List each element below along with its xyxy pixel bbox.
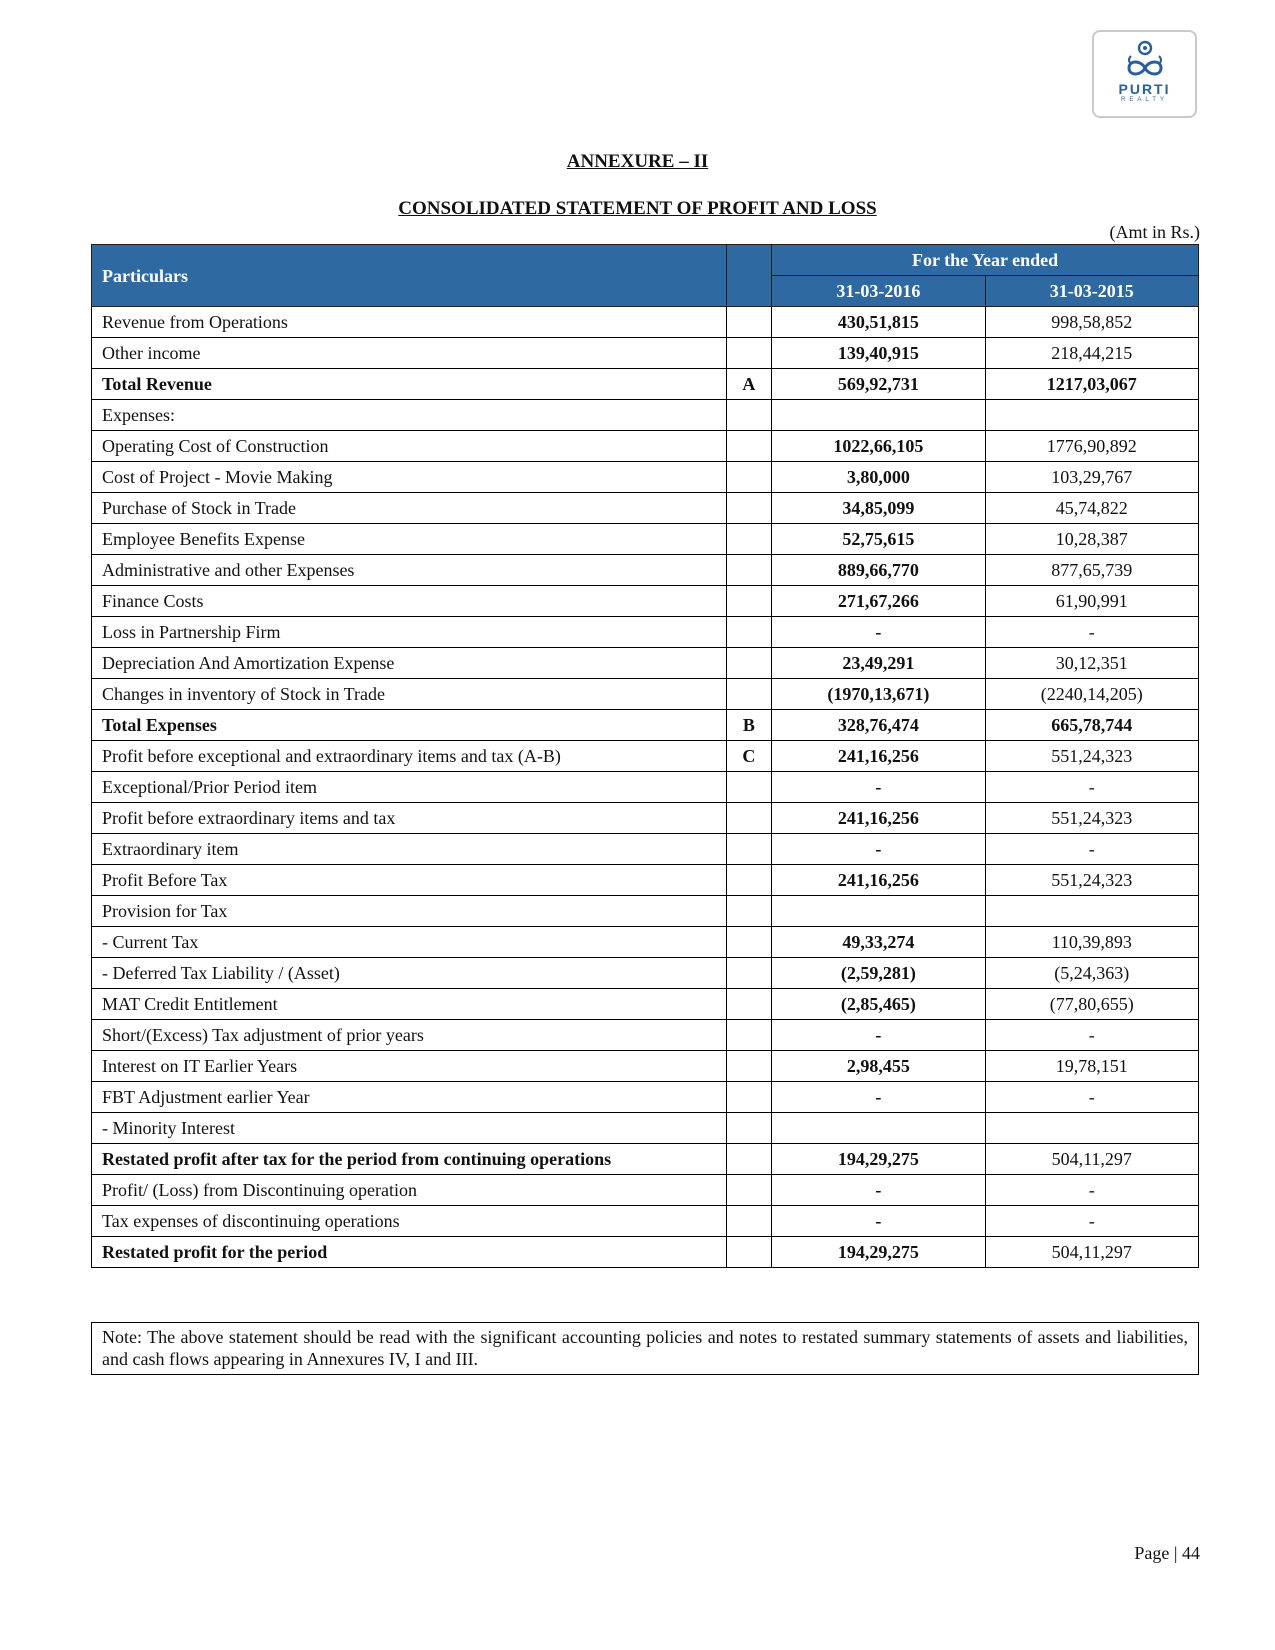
value-2015: (5,24,363) (985, 958, 1198, 989)
row-label: Employee Benefits Expense (92, 524, 727, 555)
value-2015: 218,44,215 (985, 338, 1198, 369)
value-2016: 194,29,275 (772, 1144, 985, 1175)
row-ref (726, 772, 771, 803)
value-2016 (772, 1113, 985, 1144)
table-row (92, 1051, 1199, 1082)
header-date-2016: 31-03-2016 (772, 276, 985, 307)
table-row (92, 958, 1199, 989)
header-date-2015: 31-03-2015 (985, 276, 1198, 307)
value-2015: 1217,03,067 (985, 369, 1198, 400)
value-2016: 328,76,474 (772, 710, 985, 741)
table-row (92, 431, 1199, 462)
row-ref (726, 1237, 771, 1268)
value-2015: 998,58,852 (985, 307, 1198, 338)
table-row (92, 1082, 1199, 1113)
value-2016: 241,16,256 (772, 865, 985, 896)
annexure-title: ANNEXURE – II (566, 151, 709, 172)
row-label: - Minority Interest (92, 1113, 727, 1144)
table-row (92, 834, 1199, 865)
row-ref (726, 1082, 771, 1113)
table-row (92, 493, 1199, 524)
row-ref (726, 307, 771, 338)
value-2016: (2,59,281) (772, 958, 985, 989)
value-2016: 49,33,274 (772, 927, 985, 958)
row-label: Expenses: (92, 400, 727, 431)
value-2015: 30,12,351 (985, 648, 1198, 679)
row-label: Exceptional/Prior Period item (92, 772, 727, 803)
row-label: Profit before extraordinary items and tax (92, 803, 727, 834)
row-ref (726, 462, 771, 493)
table-row (92, 555, 1199, 586)
table-row (92, 865, 1199, 896)
row-label: Administrative and other Expenses (92, 555, 727, 586)
row-ref (726, 989, 771, 1020)
table-row (92, 1113, 1199, 1144)
row-ref: B (726, 710, 771, 741)
value-2016: - (772, 834, 985, 865)
value-2016: 194,29,275 (772, 1237, 985, 1268)
value-2015: 61,90,991 (985, 586, 1198, 617)
value-2015: - (985, 1020, 1198, 1051)
row-label: Other income (92, 338, 727, 369)
row-ref (726, 338, 771, 369)
table-row (92, 679, 1199, 710)
value-2016: 241,16,256 (772, 741, 985, 772)
page-number: Page | 44 (1134, 1543, 1200, 1563)
value-2016: 3,80,000 (772, 462, 985, 493)
row-ref (726, 555, 771, 586)
value-2015: 504,11,297 (985, 1237, 1198, 1268)
value-2015: - (985, 1175, 1198, 1206)
value-2016: - (772, 617, 985, 648)
row-label: Changes in inventory of Stock in Trade (92, 679, 727, 710)
value-2016: (1970,13,671) (772, 679, 985, 710)
value-2016: 23,49,291 (772, 648, 985, 679)
row-ref (726, 493, 771, 524)
profit-loss-table (91, 244, 1199, 1268)
row-label: Profit Before Tax (92, 865, 727, 896)
row-ref (726, 1175, 771, 1206)
row-ref (726, 865, 771, 896)
value-2015: (2240,14,205) (985, 679, 1198, 710)
logo-sub-text: REALTY (1121, 97, 1168, 103)
header-year-ended: For the Year ended (772, 245, 1199, 276)
value-2016: 241,16,256 (772, 803, 985, 834)
value-2016 (772, 400, 985, 431)
value-2016: 1022,66,105 (772, 431, 985, 462)
row-label: Total Revenue (92, 369, 727, 400)
table-row (92, 1020, 1199, 1051)
table-row (92, 462, 1199, 493)
value-2015: 110,39,893 (985, 927, 1198, 958)
table-row (92, 1144, 1199, 1175)
value-2015: 504,11,297 (985, 1144, 1198, 1175)
value-2015 (985, 896, 1198, 927)
table-row (92, 741, 1199, 772)
value-2015: - (985, 1206, 1198, 1237)
value-2015: 665,78,744 (985, 710, 1198, 741)
table-row (92, 772, 1199, 803)
value-2015: 877,65,739 (985, 555, 1198, 586)
row-label: Depreciation And Amortization Expense (92, 648, 727, 679)
value-2016: 271,67,266 (772, 586, 985, 617)
value-2016: 430,51,815 (772, 307, 985, 338)
value-2015 (985, 1113, 1198, 1144)
row-label: Interest on IT Earlier Years (92, 1051, 727, 1082)
row-label: Profit/ (Loss) from Discontinuing operation (92, 1175, 727, 1206)
table-row (92, 524, 1199, 555)
profit-loss-body (92, 307, 1199, 1268)
value-2016: 569,92,731 (772, 369, 985, 400)
value-2016: 889,66,770 (772, 555, 985, 586)
value-2016: - (772, 772, 985, 803)
row-ref (726, 1020, 771, 1051)
row-ref (726, 648, 771, 679)
table-row (92, 989, 1199, 1020)
value-2015: - (985, 772, 1198, 803)
value-2015: 1776,90,892 (985, 431, 1198, 462)
value-2015: - (985, 617, 1198, 648)
table-row (92, 896, 1199, 927)
row-label: Cost of Project - Movie Making (92, 462, 727, 493)
table-row (92, 307, 1199, 338)
value-2016: - (772, 1175, 985, 1206)
value-2016: - (772, 1020, 985, 1051)
table-row (92, 586, 1199, 617)
row-label: Loss in Partnership Firm (92, 617, 727, 648)
row-ref (726, 834, 771, 865)
table-row (92, 1237, 1199, 1268)
row-label: Profit before exceptional and extraordinary items and tax (A-B) (92, 741, 727, 772)
value-2016: 52,75,615 (772, 524, 985, 555)
value-2015: 45,74,822 (985, 493, 1198, 524)
table-row (92, 1206, 1199, 1237)
row-ref (726, 958, 771, 989)
table-row (92, 927, 1199, 958)
value-2016: (2,85,465) (772, 989, 985, 1020)
row-ref (726, 803, 771, 834)
value-2016: 34,85,099 (772, 493, 985, 524)
amount-unit-label: (Amt in Rs.) (1109, 222, 1200, 242)
value-2015: - (985, 1082, 1198, 1113)
row-ref (726, 1206, 771, 1237)
table-row (92, 710, 1199, 741)
purti-realty-logo (1092, 30, 1197, 118)
row-ref (726, 617, 771, 648)
row-label: Purchase of Stock in Trade (92, 493, 727, 524)
value-2015: 10,28,387 (985, 524, 1198, 555)
row-label: Provision for Tax (92, 896, 727, 927)
table-row (92, 648, 1199, 679)
row-ref (726, 679, 771, 710)
row-label: Finance Costs (92, 586, 727, 617)
value-2015: 19,78,151 (985, 1051, 1198, 1082)
row-label: Short/(Excess) Tax adjustment of prior years (92, 1020, 727, 1051)
row-label: Restated profit after tax for the period from continuing operations (92, 1144, 727, 1175)
row-ref (726, 927, 771, 958)
row-ref: C (726, 741, 771, 772)
row-label: Revenue from Operations (92, 307, 727, 338)
row-ref (726, 400, 771, 431)
table-row (92, 617, 1199, 648)
value-2016: 2,98,455 (772, 1051, 985, 1082)
value-2015: 103,29,767 (985, 462, 1198, 493)
row-label: FBT Adjustment earlier Year (92, 1082, 727, 1113)
value-2015: 551,24,323 (985, 803, 1198, 834)
header-particulars: Particulars (92, 245, 727, 307)
table-row (92, 803, 1199, 834)
row-ref (726, 1051, 771, 1082)
row-ref (726, 586, 771, 617)
row-label: Total Expenses (92, 710, 727, 741)
value-2016 (772, 896, 985, 927)
table-row (92, 400, 1199, 431)
row-ref: A (726, 369, 771, 400)
table-row (92, 369, 1199, 400)
header-ref (726, 245, 771, 307)
row-label: - Current Tax (92, 927, 727, 958)
row-label: Extraordinary item (92, 834, 727, 865)
value-2015: 551,24,323 (985, 741, 1198, 772)
value-2016: - (772, 1082, 985, 1113)
row-ref (726, 431, 771, 462)
note-box: Note: The above statement should be read with the significant accounting policies and notes to restated summary statements of assets and liabilities, and cash flows appearing in Annexures IV, I and III. (91, 1322, 1199, 1375)
row-label: Tax expenses of discontinuing operations (92, 1206, 727, 1237)
infinity-emblem-icon (1123, 38, 1167, 82)
logo-brand-text: PURTI (1118, 81, 1171, 97)
row-label: Restated profit for the period (92, 1237, 727, 1268)
row-label: MAT Credit Entitlement (92, 989, 727, 1020)
value-2015 (985, 400, 1198, 431)
row-ref (726, 524, 771, 555)
value-2015: 551,24,323 (985, 865, 1198, 896)
table-row (92, 338, 1199, 369)
value-2016: - (772, 1206, 985, 1237)
row-ref (726, 1144, 771, 1175)
value-2015: (77,80,655) (985, 989, 1198, 1020)
value-2016: 139,40,915 (772, 338, 985, 369)
statement-title: CONSOLIDATED STATEMENT OF PROFIT AND LOSS (398, 198, 877, 219)
value-2015: - (985, 834, 1198, 865)
row-label: - Deferred Tax Liability / (Asset) (92, 958, 727, 989)
row-ref (726, 1113, 771, 1144)
row-label: Operating Cost of Construction (92, 431, 727, 462)
row-ref (726, 896, 771, 927)
table-row (92, 1175, 1199, 1206)
